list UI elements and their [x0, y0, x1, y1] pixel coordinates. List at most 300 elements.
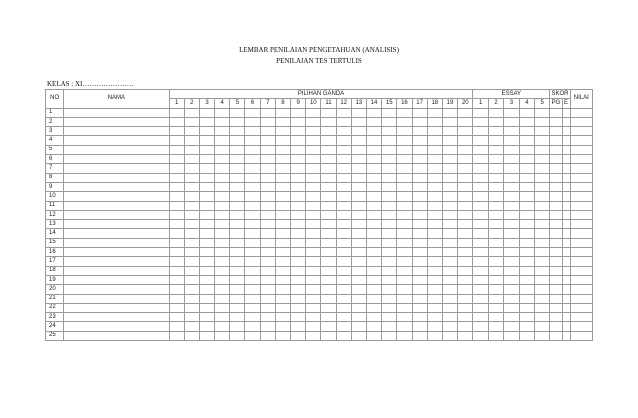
score-cell[interactable] — [351, 313, 366, 322]
score-cell[interactable] — [412, 192, 427, 201]
score-cell[interactable] — [570, 192, 592, 201]
score-cell[interactable] — [230, 285, 245, 294]
score-cell[interactable] — [504, 294, 519, 303]
score-cell[interactable] — [199, 182, 214, 191]
score-cell[interactable] — [519, 285, 534, 294]
score-cell[interactable] — [397, 303, 412, 312]
score-cell[interactable] — [488, 210, 503, 219]
score-cell[interactable] — [366, 164, 381, 173]
score-cell[interactable] — [321, 136, 336, 145]
score-cell[interactable] — [534, 285, 549, 294]
score-cell[interactable] — [306, 127, 321, 136]
score-cell[interactable] — [534, 229, 549, 238]
score-cell[interactable] — [366, 257, 381, 266]
score-cell[interactable] — [215, 322, 230, 331]
score-cell[interactable] — [442, 220, 457, 229]
score-cell[interactable] — [184, 266, 199, 275]
nama-cell[interactable] — [64, 229, 169, 238]
score-cell[interactable] — [488, 229, 503, 238]
score-cell[interactable] — [169, 275, 184, 284]
score-cell[interactable] — [199, 313, 214, 322]
score-cell[interactable] — [534, 210, 549, 219]
score-cell[interactable] — [169, 164, 184, 173]
score-cell[interactable] — [570, 248, 592, 257]
score-cell[interactable] — [504, 275, 519, 284]
nama-cell[interactable] — [64, 275, 169, 284]
score-cell[interactable] — [366, 155, 381, 164]
score-cell[interactable] — [169, 313, 184, 322]
score-cell[interactable] — [366, 127, 381, 136]
score-cell[interactable] — [260, 331, 275, 340]
score-cell[interactable] — [275, 229, 290, 238]
score-cell[interactable] — [504, 117, 519, 126]
score-cell[interactable] — [562, 136, 570, 145]
score-cell[interactable] — [427, 145, 442, 154]
score-cell[interactable] — [366, 136, 381, 145]
score-cell[interactable] — [336, 192, 351, 201]
nama-cell[interactable] — [64, 322, 169, 331]
score-cell[interactable] — [397, 173, 412, 182]
score-cell[interactable] — [321, 164, 336, 173]
score-cell[interactable] — [519, 210, 534, 219]
score-cell[interactable] — [230, 275, 245, 284]
score-cell[interactable] — [366, 294, 381, 303]
score-cell[interactable] — [366, 266, 381, 275]
score-cell[interactable] — [504, 285, 519, 294]
score-cell[interactable] — [488, 117, 503, 126]
score-cell[interactable] — [351, 220, 366, 229]
score-cell[interactable] — [534, 201, 549, 210]
score-cell[interactable] — [442, 229, 457, 238]
score-cell[interactable] — [215, 108, 230, 117]
score-cell[interactable] — [336, 229, 351, 238]
score-cell[interactable] — [488, 164, 503, 173]
score-cell[interactable] — [534, 294, 549, 303]
score-cell[interactable] — [215, 266, 230, 275]
score-cell[interactable] — [473, 127, 488, 136]
score-cell[interactable] — [260, 192, 275, 201]
score-cell[interactable] — [488, 238, 503, 247]
score-cell[interactable] — [215, 145, 230, 154]
score-cell[interactable] — [534, 248, 549, 257]
score-cell[interactable] — [291, 192, 306, 201]
score-cell[interactable] — [570, 313, 592, 322]
score-cell[interactable] — [550, 220, 562, 229]
score-cell[interactable] — [184, 229, 199, 238]
score-cell[interactable] — [321, 229, 336, 238]
score-cell[interactable] — [306, 322, 321, 331]
score-cell[interactable] — [260, 257, 275, 266]
score-cell[interactable] — [351, 173, 366, 182]
score-cell[interactable] — [427, 285, 442, 294]
score-cell[interactable] — [260, 322, 275, 331]
score-cell[interactable] — [397, 275, 412, 284]
score-cell[interactable] — [427, 257, 442, 266]
score-cell[interactable] — [473, 155, 488, 164]
score-cell[interactable] — [550, 117, 562, 126]
score-cell[interactable] — [245, 303, 260, 312]
score-cell[interactable] — [458, 201, 473, 210]
score-cell[interactable] — [534, 108, 549, 117]
score-cell[interactable] — [169, 201, 184, 210]
score-cell[interactable] — [275, 173, 290, 182]
score-cell[interactable] — [199, 266, 214, 275]
score-cell[interactable] — [519, 173, 534, 182]
score-cell[interactable] — [382, 294, 397, 303]
score-cell[interactable] — [562, 303, 570, 312]
score-cell[interactable] — [366, 285, 381, 294]
score-cell[interactable] — [275, 257, 290, 266]
score-cell[interactable] — [336, 313, 351, 322]
score-cell[interactable] — [275, 145, 290, 154]
score-cell[interactable] — [230, 313, 245, 322]
score-cell[interactable] — [169, 117, 184, 126]
score-cell[interactable] — [184, 201, 199, 210]
nama-cell[interactable] — [64, 294, 169, 303]
score-cell[interactable] — [570, 173, 592, 182]
score-cell[interactable] — [397, 220, 412, 229]
score-cell[interactable] — [427, 275, 442, 284]
score-cell[interactable] — [519, 248, 534, 257]
score-cell[interactable] — [534, 192, 549, 201]
score-cell[interactable] — [336, 201, 351, 210]
score-cell[interactable] — [306, 145, 321, 154]
score-cell[interactable] — [519, 266, 534, 275]
score-cell[interactable] — [351, 257, 366, 266]
score-cell[interactable] — [534, 173, 549, 182]
score-cell[interactable] — [412, 257, 427, 266]
score-cell[interactable] — [230, 108, 245, 117]
score-cell[interactable] — [519, 313, 534, 322]
score-cell[interactable] — [397, 331, 412, 340]
nama-cell[interactable] — [64, 210, 169, 219]
score-cell[interactable] — [291, 117, 306, 126]
score-cell[interactable] — [245, 285, 260, 294]
score-cell[interactable] — [473, 238, 488, 247]
score-cell[interactable] — [488, 182, 503, 191]
score-cell[interactable] — [442, 257, 457, 266]
score-cell[interactable] — [215, 201, 230, 210]
score-cell[interactable] — [169, 229, 184, 238]
score-cell[interactable] — [550, 108, 562, 117]
score-cell[interactable] — [260, 117, 275, 126]
score-cell[interactable] — [427, 164, 442, 173]
score-cell[interactable] — [184, 127, 199, 136]
score-cell[interactable] — [397, 127, 412, 136]
score-cell[interactable] — [230, 210, 245, 219]
score-cell[interactable] — [275, 238, 290, 247]
score-cell[interactable] — [412, 313, 427, 322]
score-cell[interactable] — [427, 201, 442, 210]
score-cell[interactable] — [230, 266, 245, 275]
score-cell[interactable] — [230, 182, 245, 191]
score-cell[interactable] — [275, 322, 290, 331]
score-cell[interactable] — [550, 285, 562, 294]
score-cell[interactable] — [306, 201, 321, 210]
score-cell[interactable] — [260, 173, 275, 182]
score-cell[interactable] — [550, 248, 562, 257]
score-cell[interactable] — [488, 266, 503, 275]
score-cell[interactable] — [534, 155, 549, 164]
score-cell[interactable] — [519, 127, 534, 136]
score-cell[interactable] — [245, 145, 260, 154]
score-cell[interactable] — [245, 155, 260, 164]
score-cell[interactable] — [291, 155, 306, 164]
score-cell[interactable] — [169, 155, 184, 164]
score-cell[interactable] — [275, 285, 290, 294]
score-cell[interactable] — [199, 164, 214, 173]
score-cell[interactable] — [562, 145, 570, 154]
score-cell[interactable] — [382, 238, 397, 247]
nama-cell[interactable] — [64, 201, 169, 210]
score-cell[interactable] — [550, 145, 562, 154]
score-cell[interactable] — [397, 210, 412, 219]
score-cell[interactable] — [550, 303, 562, 312]
score-cell[interactable] — [199, 145, 214, 154]
score-cell[interactable] — [351, 303, 366, 312]
score-cell[interactable] — [550, 229, 562, 238]
score-cell[interactable] — [412, 164, 427, 173]
score-cell[interactable] — [260, 145, 275, 154]
score-cell[interactable] — [321, 248, 336, 257]
score-cell[interactable] — [245, 331, 260, 340]
score-cell[interactable] — [382, 173, 397, 182]
score-cell[interactable] — [230, 248, 245, 257]
score-cell[interactable] — [473, 303, 488, 312]
score-cell[interactable] — [306, 313, 321, 322]
score-cell[interactable] — [473, 285, 488, 294]
score-cell[interactable] — [550, 164, 562, 173]
score-cell[interactable] — [275, 248, 290, 257]
score-cell[interactable] — [562, 164, 570, 173]
score-cell[interactable] — [260, 164, 275, 173]
score-cell[interactable] — [570, 275, 592, 284]
score-cell[interactable] — [570, 117, 592, 126]
score-cell[interactable] — [427, 192, 442, 201]
score-cell[interactable] — [488, 313, 503, 322]
score-cell[interactable] — [550, 266, 562, 275]
score-cell[interactable] — [562, 210, 570, 219]
score-cell[interactable] — [291, 303, 306, 312]
score-cell[interactable] — [184, 155, 199, 164]
score-cell[interactable] — [382, 164, 397, 173]
score-cell[interactable] — [504, 164, 519, 173]
score-cell[interactable] — [291, 136, 306, 145]
score-cell[interactable] — [199, 285, 214, 294]
score-cell[interactable] — [519, 145, 534, 154]
score-cell[interactable] — [473, 136, 488, 145]
score-cell[interactable] — [169, 331, 184, 340]
score-cell[interactable] — [397, 229, 412, 238]
score-cell[interactable] — [306, 164, 321, 173]
score-cell[interactable] — [473, 164, 488, 173]
score-cell[interactable] — [382, 220, 397, 229]
score-cell[interactable] — [291, 285, 306, 294]
score-cell[interactable] — [169, 257, 184, 266]
score-cell[interactable] — [570, 127, 592, 136]
score-cell[interactable] — [184, 275, 199, 284]
score-cell[interactable] — [321, 173, 336, 182]
nama-cell[interactable] — [64, 127, 169, 136]
score-cell[interactable] — [473, 145, 488, 154]
score-cell[interactable] — [215, 331, 230, 340]
score-cell[interactable] — [215, 275, 230, 284]
score-cell[interactable] — [184, 145, 199, 154]
score-cell[interactable] — [245, 248, 260, 257]
score-cell[interactable] — [169, 285, 184, 294]
score-cell[interactable] — [321, 257, 336, 266]
score-cell[interactable] — [169, 136, 184, 145]
score-cell[interactable] — [504, 313, 519, 322]
score-cell[interactable] — [366, 229, 381, 238]
score-cell[interactable] — [488, 285, 503, 294]
score-cell[interactable] — [291, 248, 306, 257]
score-cell[interactable] — [570, 303, 592, 312]
score-cell[interactable] — [199, 210, 214, 219]
score-cell[interactable] — [291, 322, 306, 331]
score-cell[interactable] — [184, 248, 199, 257]
score-cell[interactable] — [519, 117, 534, 126]
score-cell[interactable] — [351, 266, 366, 275]
score-cell[interactable] — [534, 127, 549, 136]
score-cell[interactable] — [427, 322, 442, 331]
score-cell[interactable] — [275, 164, 290, 173]
score-cell[interactable] — [184, 182, 199, 191]
score-cell[interactable] — [366, 275, 381, 284]
score-cell[interactable] — [442, 210, 457, 219]
score-cell[interactable] — [504, 155, 519, 164]
score-cell[interactable] — [351, 210, 366, 219]
score-cell[interactable] — [397, 164, 412, 173]
score-cell[interactable] — [275, 313, 290, 322]
score-cell[interactable] — [550, 136, 562, 145]
score-cell[interactable] — [412, 322, 427, 331]
score-cell[interactable] — [275, 108, 290, 117]
score-cell[interactable] — [230, 229, 245, 238]
score-cell[interactable] — [336, 145, 351, 154]
score-cell[interactable] — [169, 182, 184, 191]
score-cell[interactable] — [230, 136, 245, 145]
score-cell[interactable] — [275, 182, 290, 191]
score-cell[interactable] — [550, 127, 562, 136]
score-cell[interactable] — [427, 182, 442, 191]
score-cell[interactable] — [260, 294, 275, 303]
nama-cell[interactable] — [64, 173, 169, 182]
score-cell[interactable] — [397, 238, 412, 247]
score-cell[interactable] — [215, 173, 230, 182]
score-cell[interactable] — [519, 182, 534, 191]
score-cell[interactable] — [199, 108, 214, 117]
score-cell[interactable] — [473, 275, 488, 284]
score-cell[interactable] — [519, 229, 534, 238]
score-cell[interactable] — [321, 192, 336, 201]
score-cell[interactable] — [366, 108, 381, 117]
score-cell[interactable] — [504, 108, 519, 117]
score-cell[interactable] — [397, 192, 412, 201]
score-cell[interactable] — [412, 266, 427, 275]
score-cell[interactable] — [562, 220, 570, 229]
score-cell[interactable] — [442, 173, 457, 182]
score-cell[interactable] — [442, 155, 457, 164]
score-cell[interactable] — [427, 229, 442, 238]
score-cell[interactable] — [519, 155, 534, 164]
score-cell[interactable] — [215, 313, 230, 322]
score-cell[interactable] — [169, 173, 184, 182]
score-cell[interactable] — [199, 192, 214, 201]
score-cell[interactable] — [442, 248, 457, 257]
score-cell[interactable] — [351, 285, 366, 294]
score-cell[interactable] — [245, 220, 260, 229]
score-cell[interactable] — [570, 210, 592, 219]
score-cell[interactable] — [351, 331, 366, 340]
score-cell[interactable] — [321, 238, 336, 247]
nama-cell[interactable] — [64, 164, 169, 173]
score-cell[interactable] — [260, 136, 275, 145]
score-cell[interactable] — [534, 117, 549, 126]
nama-cell[interactable] — [64, 155, 169, 164]
nama-cell[interactable] — [64, 313, 169, 322]
score-cell[interactable] — [562, 127, 570, 136]
score-cell[interactable] — [291, 238, 306, 247]
score-cell[interactable] — [412, 238, 427, 247]
score-cell[interactable] — [562, 117, 570, 126]
score-cell[interactable] — [473, 108, 488, 117]
score-cell[interactable] — [458, 210, 473, 219]
score-cell[interactable] — [230, 257, 245, 266]
score-cell[interactable] — [562, 331, 570, 340]
score-cell[interactable] — [458, 322, 473, 331]
score-cell[interactable] — [230, 173, 245, 182]
score-cell[interactable] — [412, 136, 427, 145]
score-cell[interactable] — [562, 294, 570, 303]
score-cell[interactable] — [412, 108, 427, 117]
score-cell[interactable] — [351, 164, 366, 173]
nama-cell[interactable] — [64, 238, 169, 247]
score-cell[interactable] — [473, 210, 488, 219]
score-cell[interactable] — [336, 127, 351, 136]
score-cell[interactable] — [215, 248, 230, 257]
score-cell[interactable] — [562, 285, 570, 294]
score-cell[interactable] — [351, 127, 366, 136]
score-cell[interactable] — [458, 182, 473, 191]
score-cell[interactable] — [184, 294, 199, 303]
nama-cell[interactable] — [64, 108, 169, 117]
score-cell[interactable] — [458, 257, 473, 266]
score-cell[interactable] — [275, 201, 290, 210]
score-cell[interactable] — [215, 192, 230, 201]
score-cell[interactable] — [427, 155, 442, 164]
score-cell[interactable] — [184, 117, 199, 126]
score-cell[interactable] — [184, 210, 199, 219]
score-cell[interactable] — [336, 164, 351, 173]
score-cell[interactable] — [336, 136, 351, 145]
score-cell[interactable] — [245, 313, 260, 322]
score-cell[interactable] — [215, 303, 230, 312]
score-cell[interactable] — [291, 145, 306, 154]
score-cell[interactable] — [245, 322, 260, 331]
score-cell[interactable] — [215, 257, 230, 266]
score-cell[interactable] — [534, 313, 549, 322]
score-cell[interactable] — [291, 331, 306, 340]
score-cell[interactable] — [427, 294, 442, 303]
score-cell[interactable] — [458, 275, 473, 284]
score-cell[interactable] — [199, 136, 214, 145]
score-cell[interactable] — [397, 257, 412, 266]
score-cell[interactable] — [366, 313, 381, 322]
score-cell[interactable] — [488, 201, 503, 210]
score-cell[interactable] — [230, 201, 245, 210]
score-cell[interactable] — [442, 285, 457, 294]
